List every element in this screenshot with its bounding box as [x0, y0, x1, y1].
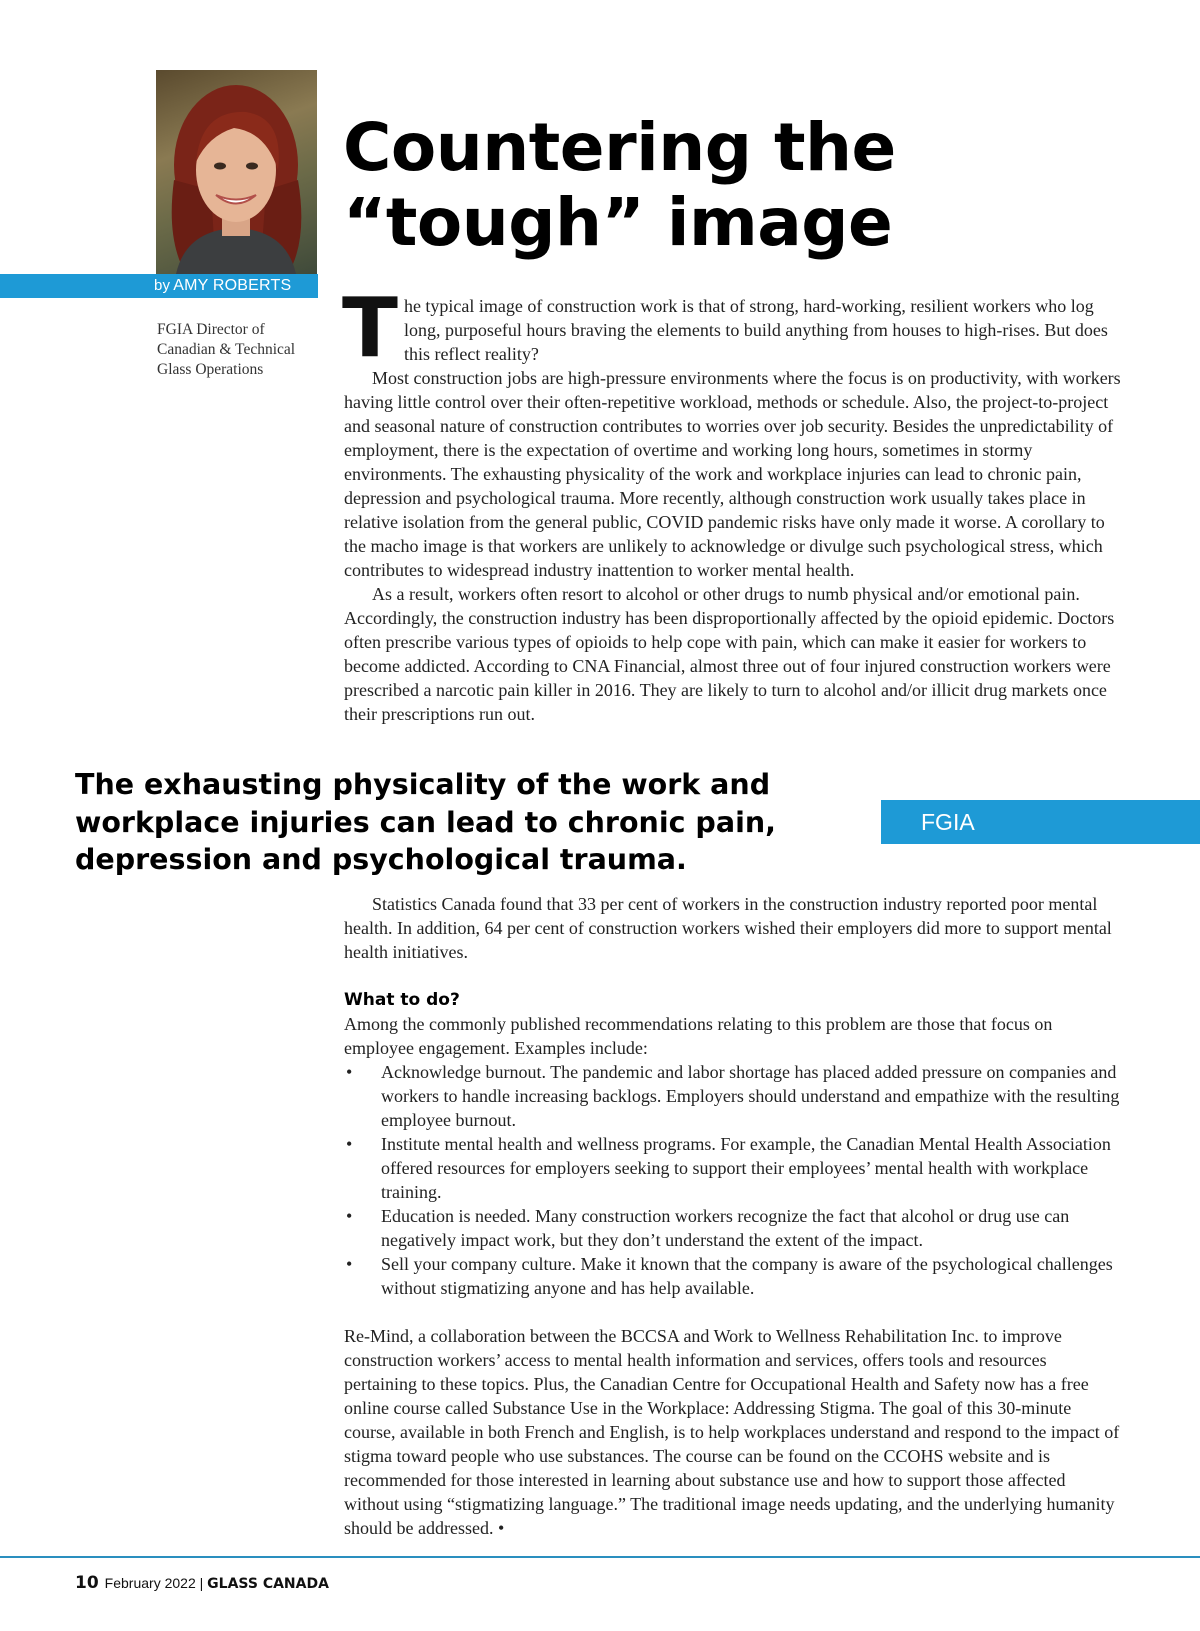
paragraph-1-text: he typical image of construction work is that of strong, hard-working, resilient workers who log long, purposeful hours braving the elements to build anything from houses to high-rises. But does this reflect reality?: [403, 296, 1108, 364]
paragraph-1: [342, 281, 1122, 376]
author-photo: [156, 70, 317, 274]
list-item: • Institute mental health and wellness programs. For example, the Canadian Mental Health Association offered resources for employers seeking to support their employees’ mental health with workplace training.: [344, 1132, 1122, 1204]
article-body-top: [342, 281, 1122, 726]
paragraph-2: Most construction jobs are high-pressure environments where the focus is on productivity, with workers having little control over their often-repetitive workload, methods or schedule. Also, the project-to-project and seasonal nature of construction contributes to worries over job security. Besides the unpredictability of employment, there is the expectation of overtime and working long hours, sometimes in stormy environments. The exhausting physicality of the work and workplace injuries can lead to chronic pain, depression and psychological trauma. More recently, although construction work usually takes place in relative isolation from the general public, COVID pandemic risks have only made it worse. A corollary to the macho image is that workers are unlikely to acknowledge or divulge such psychological stress, which contributes to widespread industry inattention to worker mental health.: [344, 368, 1121, 580]
paragraph-6: Re-Mind, a collaboration between the BCCSA and Work to Wellness Rehabilitation Inc. to improve construction workers’ access to mental health information and services, offers tools and resources pertaining to these topics. Plus, the Canadian Centre for Occupational Health and Safety now has a free online course called Substance Use in the Workplace: Addressing Stigma. The goal of this 30-minute course, available in both French and English, is to help workplaces understand and respond to the impact of stigma toward people who use substances. The course can be found on the CCOHS website and is recommended for those interested in learning about substance use and how to support those affected without using “stigmatizing language.” The traditional image needs updating, and the underlying humanity should be addressed. •: [344, 1326, 1120, 1538]
author-portrait-illustration: [156, 70, 317, 274]
byline: [154, 274, 291, 298]
paragraph-5: Among the commonly published recommendations relating to this problem are those that focus on employee engagement. Examples include:: [344, 1014, 1053, 1058]
article-headline: [343, 110, 1063, 260]
list-item: • Education is needed. Many construction workers recognize the fact that alcohol or drug use can negatively impact work, but they don’t understand the extent of the impact.: [344, 1204, 1122, 1252]
list-item: • Acknowledge burnout. The pandemic and labor shortage has placed added pressure on companies and workers to handle increasing backlogs. Employers should understand and empathize with the resulting employee burnout.: [344, 1060, 1122, 1132]
issue-date: February 2022: [104, 1575, 196, 1591]
page-number: 10: [75, 1573, 99, 1593]
byline-prefix: by: [154, 277, 171, 294]
paragraph-3: As a result, workers often resort to alcohol or other drugs to numb physical and/or emotional pain. Accordingly, the construction industry has been disproportionally affected by the opioid epidemic. Doctors often prescribe various types of opioids to help cope with pain, which can make it easier for workers to become addicted. According to CNA Financial, almost three out of four injured construction workers were prescribed a narcotic pain killer in 2016. They are likely to turn to alcohol and/or illicit drug markets once their prescriptions run out.: [344, 584, 1115, 724]
author-title-line: Glass Operations: [157, 361, 264, 378]
section-tag-label: FGIA: [921, 809, 975, 835]
section-tag: [881, 800, 1200, 844]
subhead: What to do?: [344, 990, 460, 1010]
author-title-line: Canadian & Technical: [157, 341, 296, 358]
author-name: AMY ROBERTS: [173, 277, 292, 294]
recommendations-list: [344, 1060, 1122, 1300]
headline-line-2: “tough” image: [343, 184, 893, 261]
drop-cap: T: [342, 281, 398, 376]
list-item: • Sell your company culture. Make it known that the company is aware of the psychological challenges without stigmatizing anyone and has help available.: [344, 1252, 1122, 1300]
magazine-name: GLASS CANADA: [207, 1576, 329, 1592]
author-title-line: FGIA Director of: [157, 321, 265, 338]
pull-quote: The exhausting physicality of the work and workplace injuries can lead to chronic pain, depression and psychological trauma.: [75, 768, 776, 876]
page-footer: [75, 1573, 329, 1593]
footer-separator: |: [195, 1575, 208, 1591]
author-title: [157, 320, 322, 380]
article-body-bottom: [344, 892, 1122, 1540]
paragraph-4: Statistics Canada found that 33 per cent of workers in the construction industry reported poor mental health. In addition, 64 per cent of construction workers wished their employers did more to support mental health initiatives.: [344, 894, 1112, 962]
headline-line-1: Countering the: [343, 109, 896, 186]
footer-rule: [0, 1556, 1200, 1558]
